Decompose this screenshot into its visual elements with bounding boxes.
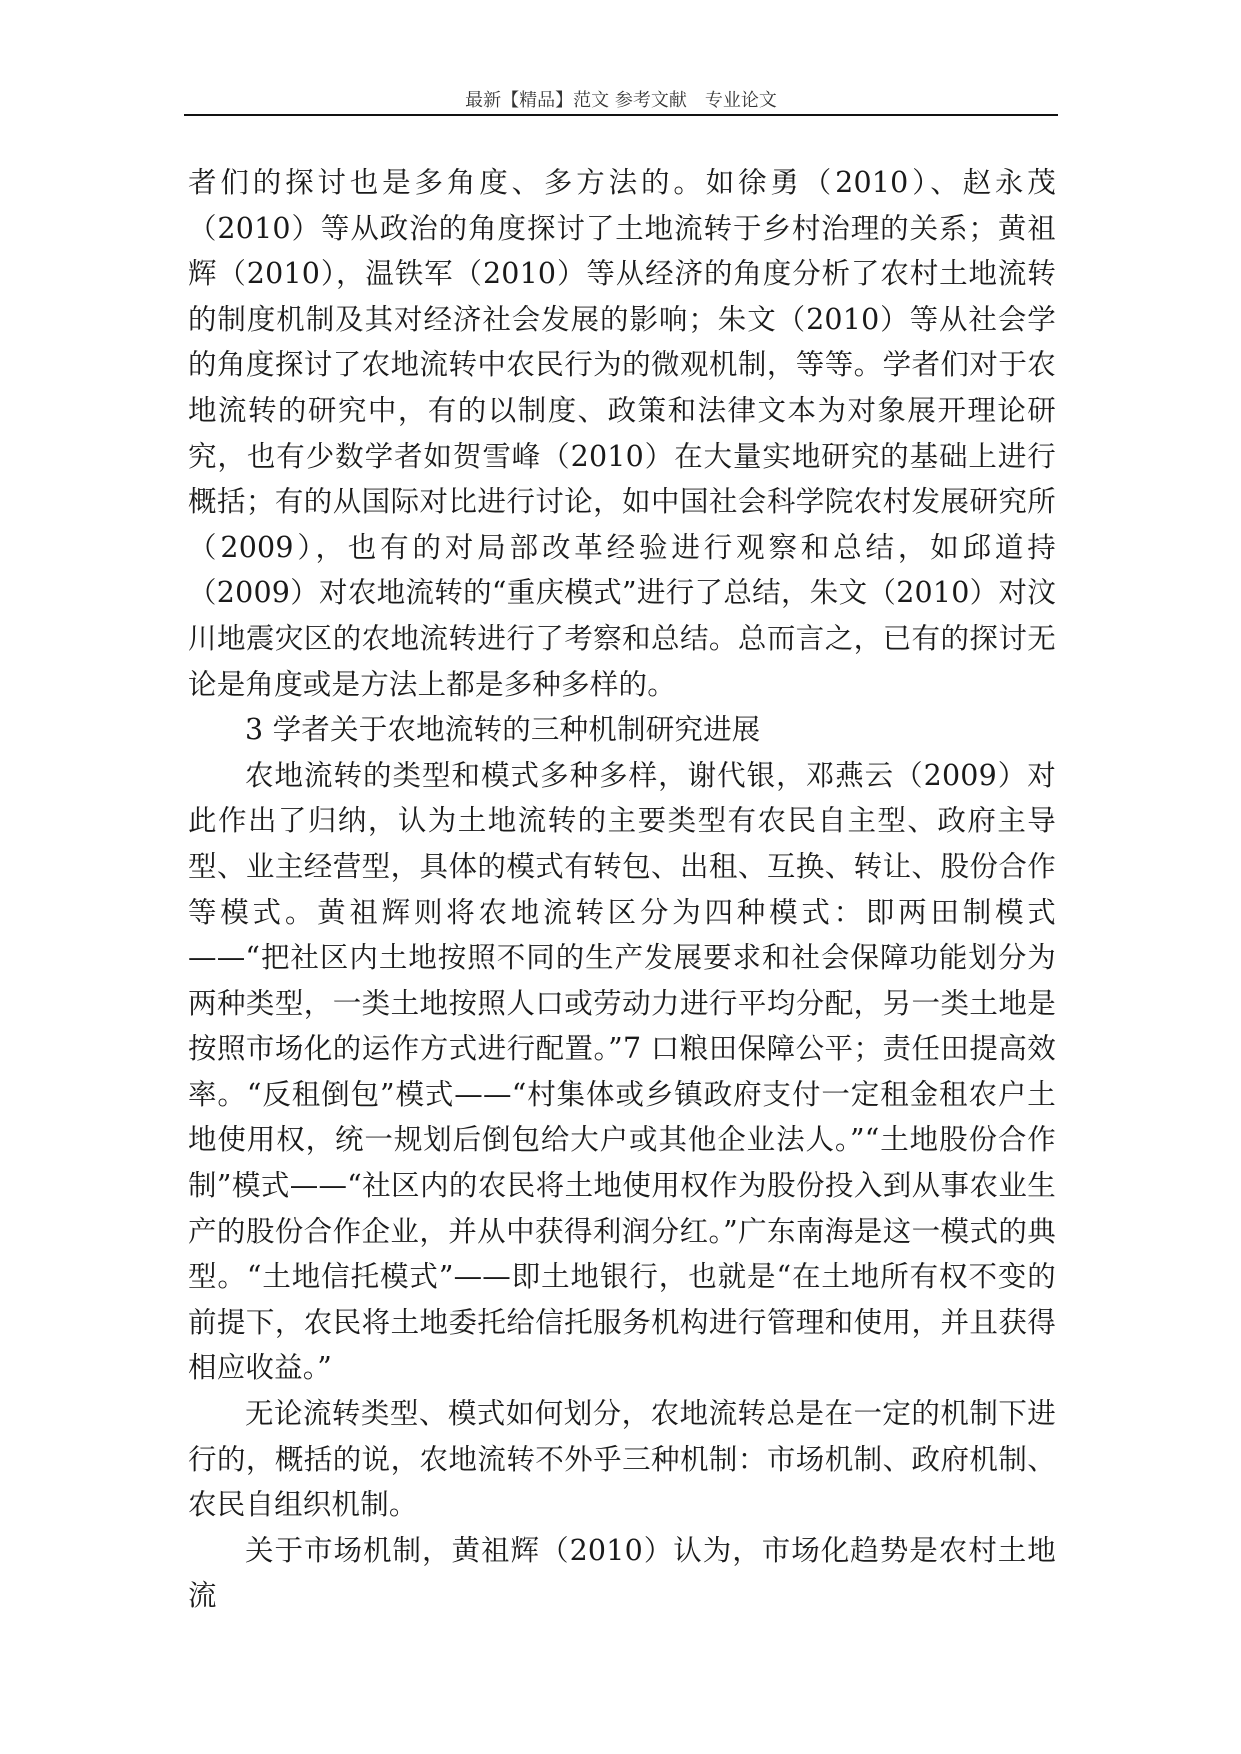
paragraph-3: 无论流转类型、模式如何划分，农地流转总是在一定的机制下进行的，概括的说，农地流转不外乎三种机制：市场机制、政府机制、农民自组织机制。 [188, 1397, 1056, 1522]
header-divider [184, 114, 1058, 116]
paragraph-1: 者们的探讨也是多角度、多方法的。如徐勇（2010）、赵永茂（2010）等从政治的角度探讨了土地流转于乡村治理的关系；黄祖辉（2010），温铁军（2010）等从经济的角度分析了农村土地流转的制度机制及其对经济社会发展的影响；朱文（2010）等从社会学的角度探讨了农地流转中农民行为的微观机制，等等。学者们对于农地流转的研究中，有的以制度、政策和法律文本为对象展开理论研究，也有少数学者如贺雪峰（2010）在大量实地研究的基础上进行概括；有的从国际对比进行讨论，如中国社会科学院农村发展研究所（2009），也有的对局部改革经验进行观察和总结，如邱道持（2009）对农地流转的“重庆模式”进行了总结，朱文（2010）对汶川地震灾区的农地流转进行了考察和总结。总而言之，已有的探讨无论是角度或是方法上都是多种多样的。 [188, 166, 1056, 701]
paragraph-4: 关于市场机制，黄祖辉（2010）认为，市场化趋势是农村土地流 [188, 1533, 1056, 1613]
section-heading: 3 学者关于农地流转的三种机制研究进展 [245, 713, 761, 747]
paragraph-2: 农地流转的类型和模式多种多样，谢代银，邓燕云（2009）对此作出了归纳，认为土地流转的主要类型有农民自主型、政府主导型、业主经营型，具体的模式有转包、出租、互换、转让、股份合作等模式。黄祖辉则将农地流转区分为四种模式：即两田制模式——“把社区内土地按照不同的生产发展要求和社会保障功能划分为两种类型，一类土地按照人口或劳动力进行平均分配，另一类土地是按照市场化的运作方式进行配置。”7 口粮田保障公平；责任田提高效率。“反租倒包”模式——“村集体或乡镇政府支付一定租金租农户土地使用权，统一规划后倒包给大户或其他企业法人。”“土地股份合作制”模式——“社区内的农民将土地使用权作为股份投入到从事农业生产的股份合作企业，并从中获得利润分红。”广东南海是这一模式的典型。“土地信托模式”——即土地银行，也就是“在土地所有权不变的前提下，农民将土地委托给信托服务机构进行管理和使用，并且获得相应收益。” [188, 758, 1056, 1385]
page-header: 最新【精品】范文 参考文献 专业论文 [465, 90, 777, 111]
document-body [188, 160, 1056, 1619]
